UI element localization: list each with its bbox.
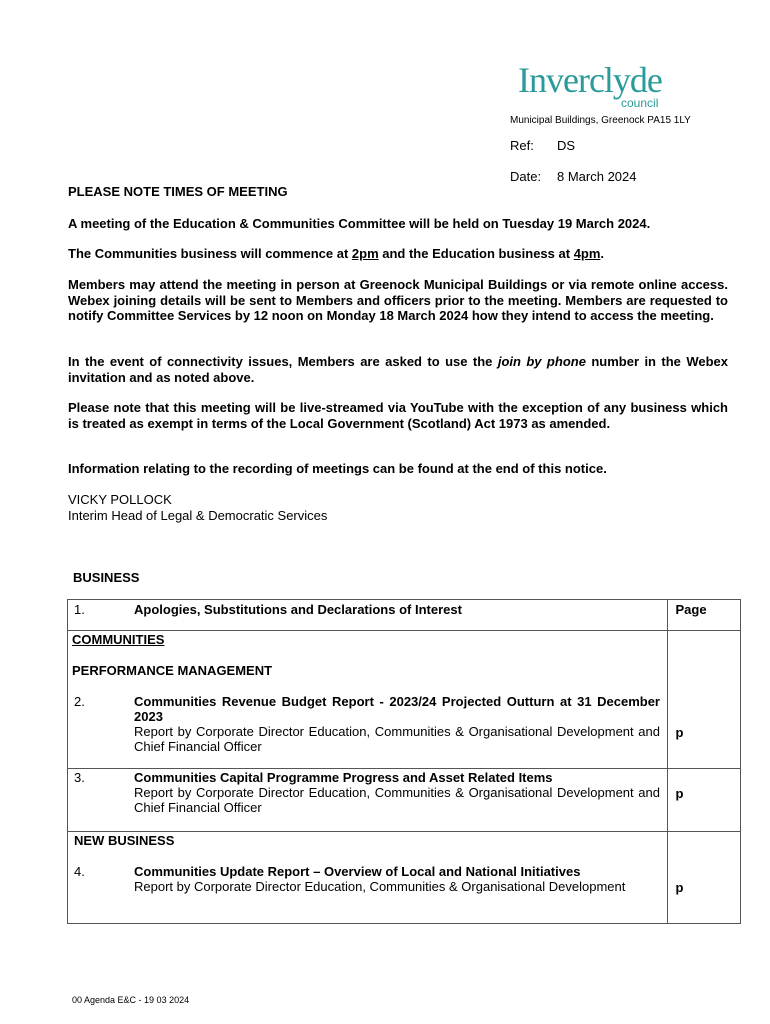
- item-title: Communities Update Report – Overview of Local and National Initiatives: [134, 864, 581, 879]
- page-column-header: Page: [667, 600, 740, 631]
- item-description: Report by Corporate Director Education, Communities & Organisational Development and Chief Financial Officer: [134, 785, 660, 815]
- item-title: Communities Revenue Budget Report - 2023/24 Projected Outturn at 31 December 2023: [134, 694, 660, 724]
- item-title: Apologies, Substitutions and Declarations of Interest: [134, 602, 462, 617]
- connectivity-paragraph: [68, 354, 728, 385]
- item-description: Report by Corporate Director Education, Communities & Organisational Development and Chief Financial Officer: [134, 724, 660, 754]
- item-number: 3.: [74, 770, 85, 785]
- ref-label: Ref:: [510, 138, 534, 153]
- item-description: Report by Corporate Director Education, Communities & Organisational Development: [134, 879, 626, 894]
- footer-reference: 00 Agenda E&C - 19 03 2024: [72, 995, 190, 1005]
- times-text-b: and the Education business at: [378, 246, 574, 261]
- recording-paragraph: Information relating to the recording of meetings can be found at the end of this notice.: [68, 461, 607, 476]
- item-page: p: [675, 725, 684, 740]
- communities-time: 2pm: [351, 246, 379, 261]
- notice-heading: PLEASE NOTE TIMES OF MEETING: [68, 184, 288, 199]
- ref-value: DS: [557, 138, 576, 153]
- agenda-table: [67, 599, 741, 924]
- business-heading: BUSINESS: [73, 570, 140, 585]
- times-text-c: .: [600, 246, 605, 261]
- item-number: 1.: [74, 602, 85, 617]
- education-time: 4pm: [573, 246, 601, 261]
- item-title: Communities Capital Programme Progress and Asset Related Items: [134, 770, 553, 785]
- meeting-paragraph: A meeting of the Education & Communities Committee will be held on Tuesday 19 March 2024.: [68, 216, 651, 231]
- connectivity-text-a: In the event of connectivity issues, Members are asked to use the: [68, 354, 498, 369]
- item-number: 2.: [74, 694, 85, 709]
- signatory-name: VICKY POLLOCK: [68, 492, 172, 507]
- table-row: [68, 600, 741, 631]
- section-heading-new-business: NEW BUSINESS: [74, 833, 175, 848]
- attendance-paragraph: Members may attend the meeting in person at Greenock Municipal Buildings or via remote online access. Webex joining details will be sent to Members and officers prior to the meeting. Members are requested to notify Committee Services by 12 noon on Monday 18 March 2024 how they intend to access the meeting.: [68, 277, 728, 323]
- connectivity-text-b: number in the Webex invitation and as noted above.: [68, 354, 728, 385]
- item-page: p: [675, 786, 684, 801]
- section-heading-communities: COMMUNITIES: [72, 632, 165, 647]
- item-page: p: [675, 880, 684, 895]
- item-number: 4.: [74, 864, 85, 879]
- council-logo: Inverclyde: [518, 60, 662, 100]
- council-logo-subtitle: council: [621, 96, 659, 110]
- table-row: [68, 769, 741, 832]
- times-paragraph: [68, 246, 728, 262]
- livestream-paragraph: Please note that this meeting will be live-streamed via YouTube with the exception of any business which is treated as exempt in terms of the Local Government (Scotland) Act 1973 as amended.: [68, 400, 728, 431]
- table-row: [68, 631, 741, 769]
- join-by-phone-text: join by phone: [497, 354, 586, 369]
- address: Municipal Buildings, Greenock PA15 1LY: [510, 115, 691, 126]
- signatory-title: Interim Head of Legal & Democratic Services: [68, 508, 328, 523]
- subsection-heading: PERFORMANCE MANAGEMENT: [72, 663, 273, 678]
- times-text-a: The Communities business will commence at: [68, 246, 352, 261]
- table-row: [68, 832, 741, 924]
- date-label: Date:: [510, 169, 542, 184]
- date-value: 8 March 2024: [557, 169, 637, 184]
